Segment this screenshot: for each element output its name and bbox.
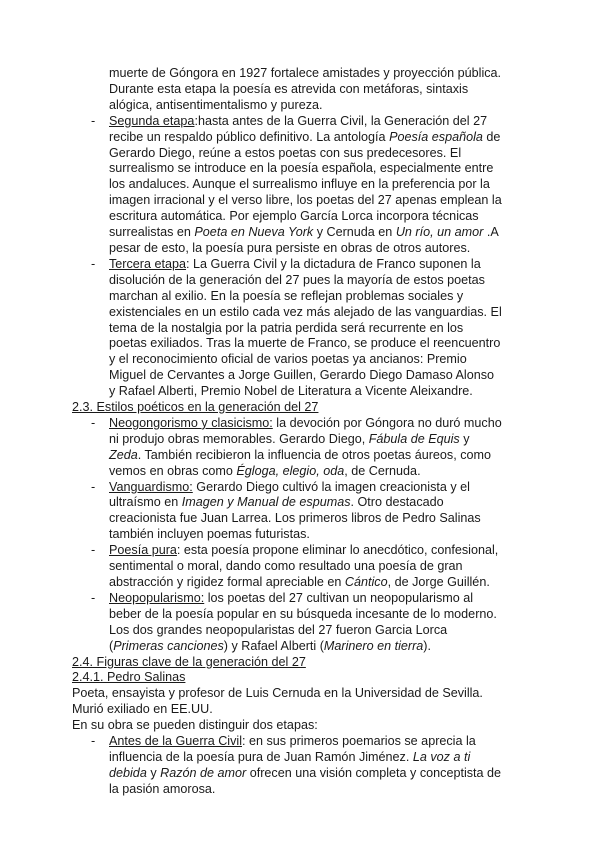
work-title: Razón de amor [160, 765, 247, 780]
work-title: Primeras canciones [113, 638, 224, 653]
item-title: Tercera etapa [109, 256, 187, 271]
text-run: .A pesar de esto, la poesía pura persiste en obras de otros autores. [109, 225, 499, 255]
work-title: Égloga, elegio, oda [236, 463, 345, 478]
salinas-stages-list [72, 734, 502, 798]
text-run: : La Guerra Civil y la dictadura de Franco suponen la disolución de la generación del 27 pues la mayoría de estos poetas marchan al exilio. En la poesía se reflejan problemas sociales y existenciales en un estilo cada vez más alejado de las vanguardias. El tema de la nostalgia por la patria perdida será recurrente en los poetas exiliados. Tras la muerte de Franco, se produce el reencuentro y el reconocimiento oficial de varios poetas ya ancianos: Premio Miguel de Cervantes a Jorge Guillen, Gerardo Diego Damaso Alonso y Rafael Alberti, Premio Nobel de Literatura a Vicente Aleixandre. [109, 256, 502, 399]
list-item [72, 114, 502, 257]
text-run: de Gerardo Diego, reúne a estos poetas con sus predecesores. El surrealismo se introduce en la poesía española, especialmente entre los andaluces. Aunque el surrealismo influye en la preferencia por la imagen irracional y el verso libre, los poetas del 27 apenas emplean la escritura automática. Por ejemplo García Lorca incorpora técnicas surrealistas en [109, 129, 502, 240]
dash-bullet-icon: - [91, 415, 96, 430]
text-run: : en sus primeros poemarios se aprecia la influencia de la poesía pura de Juan Ramón Jiménez. [109, 734, 476, 764]
dash-bullet-icon: - [91, 543, 96, 558]
text-run: muerte de Góngora en 1927 fortalece amistades y proyección pública. Durante esta etapa la poesía es atrevida con metáforas, sintaxis alógica, antisentimentalismo y pureza. [109, 66, 502, 112]
text-run: ) y Rafael Alberti ( [223, 638, 324, 653]
text-run: Gerardo Diego cultivó la imagen creacionista y el ultraísmo en [109, 479, 470, 510]
work-title: Fábula de Equis [368, 431, 460, 446]
dash-bullet-icon: - [91, 734, 96, 749]
continued-paragraph [72, 66, 502, 114]
styles-list [72, 416, 502, 655]
dash-bullet-icon: - [91, 256, 96, 271]
dash-bullet-icon: - [91, 590, 96, 605]
work-title: Marinero en tierra [323, 638, 424, 653]
item-title: Poesía pura [109, 543, 177, 558]
list-item [72, 543, 502, 591]
text-run: , de Cernuda. [344, 463, 421, 478]
text-run: , de Jorge Guillén. [387, 575, 490, 589]
item-title: Segunda etapa [109, 113, 195, 128]
text-run: y [459, 431, 470, 446]
work-title: La voz a ti debida [109, 749, 471, 780]
text-run: y [146, 765, 161, 780]
list-item [72, 591, 502, 655]
dash-bullet-icon: - [91, 113, 96, 128]
subsection-heading-salinas: 2.4.1. Pedro Salinas [72, 670, 186, 685]
list-item [72, 480, 502, 544]
item-title: Neogongorismo y clasicismo: [109, 415, 273, 430]
salinas-intro-paragraph: Poeta, ensayista y profesor de Luis Cernuda en la Universidad de Sevilla. Murió exiliado en EE.UU. [72, 686, 483, 717]
text-run: . También recibieron la influencia de otros poetas áureos, como vemos en obras como [109, 447, 492, 478]
text-run: ). [423, 638, 431, 653]
salinas-stages-intro: En su obra se pueden distinguir dos etapas: [72, 718, 318, 733]
text-run: : esta poesía propone eliminar lo anecdótico, confesional, sentimental o moral, dando como resultado una poesía de gran abstracción y rigidez formal apreciable en [109, 543, 499, 589]
work-title: Zeda [109, 447, 138, 462]
document-body [72, 66, 502, 798]
dash-bullet-icon: - [91, 479, 96, 494]
stages-list [72, 114, 502, 400]
text-run: los poetas del 27 cultivan un neopopularismo al beber de la poesía popular en su búsqueda incesante de lo moderno. Los dos grandes neopopularistas del 27 fueron Garcia Lorca ( [109, 590, 497, 653]
section-heading-figuras: 2.4. Figuras clave de la generación del 27 [72, 654, 306, 669]
item-title: Vanguardismo: [109, 479, 193, 494]
list-item [72, 257, 502, 400]
work-title: Imagen y Manual de espumas [181, 495, 351, 510]
text-run: la devoción por Góngora no duró mucho ni produjo obras memorables. Gerardo Diego, [109, 415, 502, 446]
list-item [72, 734, 502, 798]
list-item [72, 416, 502, 480]
text-run: y Cernuda en [313, 225, 396, 240]
text-run: ofrecen una visión completa y conceptista de la pasión amorosa. [109, 765, 502, 796]
work-title: Cántico [344, 575, 388, 589]
work-title: Poeta en Nueva York [194, 225, 314, 240]
text-run: :hasta antes de la Guerra Civil, la Generación del 27 recibe un respaldo público definitivo. La antología [109, 113, 488, 144]
work-title: Un río, un amor [395, 225, 484, 240]
item-title: Neopopularismo: [109, 590, 205, 605]
text-run: . Otro destacado creacionista fue Juan Larrea. Los primeros libros de Pedro Salinas también incluyen poemas futuristas. [109, 495, 481, 542]
work-title: Poesía española [389, 129, 483, 144]
item-title: Antes de la Guerra Civil [109, 734, 242, 749]
section-heading-estilos: 2.3. Estilos poéticos en la generación del 27 [72, 400, 319, 415]
